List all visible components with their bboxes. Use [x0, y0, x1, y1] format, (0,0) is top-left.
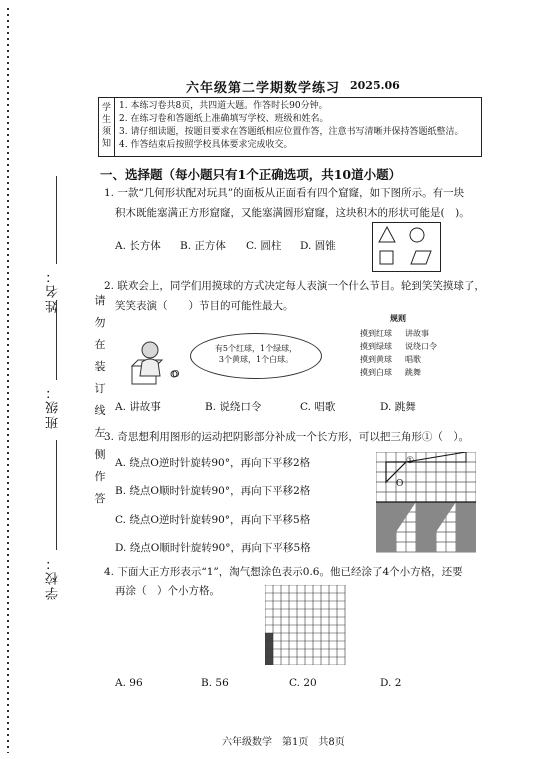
- page-footer: 六年级数学 第1页 共8页: [222, 737, 345, 748]
- hundred-grid: [265, 585, 347, 669]
- name-line: [56, 176, 57, 264]
- q2-line2: 笑笑表演（ ）节目的可能性最大。: [115, 300, 294, 312]
- notice-item: 2. 在练习卷和答题纸上准确填写学校、班级和姓名。: [119, 114, 329, 124]
- school-line: [56, 440, 57, 550]
- q3-option-c[interactable]: C. 绕点O逆时针旋转90°，再向下平移5格: [115, 514, 311, 526]
- thought-bubble: [190, 333, 322, 379]
- rotation-grid: [376, 452, 476, 558]
- q4-option-b[interactable]: B. 56: [201, 677, 229, 689]
- notice-item: 1. 本练习卷共8页，共四道大题。作答时长90分钟。: [119, 101, 328, 111]
- rule-green-condition: 摸到绿球: [360, 342, 392, 351]
- q1-line1: 1. 一款“几何形状配对玩具”的面板从正面看有四个窟窿，如下图所示。有一块: [104, 187, 465, 199]
- q2-option-d[interactable]: D. 跳舞: [380, 401, 416, 413]
- bubble-text: 有5个红球，1个绿球，: [214, 344, 298, 353]
- page-title: 六年级第二学期数学练习: [186, 81, 341, 96]
- q3-option-d[interactable]: D. 绕点O顺时针旋转90°，再向下平移5格: [115, 542, 311, 554]
- q4-option-a[interactable]: A. 96: [115, 677, 143, 689]
- seal-char: 请: [94, 294, 106, 307]
- rule-white-action: 跳舞: [405, 368, 421, 377]
- rules-title: 规则: [390, 313, 406, 323]
- parallelogram-hole: [411, 251, 431, 264]
- bubble-text: 3个黄球，1个白球。: [218, 355, 294, 364]
- seal-char: 线: [94, 404, 106, 417]
- q2-option-a[interactable]: A. 讲故事: [115, 401, 161, 413]
- notice-item: 3. 请仔细读题，按题目要求在答题纸相应位置作答，注意书写清晰并保持答题纸整洁。: [119, 127, 464, 137]
- triangle-hole: [379, 227, 395, 242]
- section-title: 一、选择题（每小题只有1个正确选项，共10道小题）: [100, 167, 402, 182]
- seal-warning: [94, 290, 106, 510]
- q2-line1: 2. 联欢会上，同学们用摸球的方式决定每人表演一个什么节目。轮到笑笑摸球了，: [104, 280, 485, 292]
- binding-dotted-line: [7, 6, 9, 753]
- q1-option-a[interactable]: A. 长方体: [115, 240, 161, 252]
- seal-char: 订: [94, 382, 106, 395]
- q1-line2: 积木既能塞满正方形窟窿，又能塞满圆形窟窿，这块积木的形状可能是( )。: [115, 207, 470, 219]
- triangle-mark: ①: [406, 456, 415, 466]
- q2-option-c[interactable]: C. 唱歌: [300, 401, 336, 413]
- point-o-label: O: [396, 479, 404, 489]
- rule-red-condition: 摸到红球: [360, 329, 392, 338]
- q2-option-b[interactable]: B. 说绕口令: [205, 401, 262, 413]
- q4-line2: 再涂（ ）个小方格。: [115, 585, 220, 597]
- class-line: [56, 300, 57, 380]
- seal-char: 答: [94, 492, 106, 505]
- q1-option-b[interactable]: B. 正方体: [180, 240, 226, 252]
- rule-yellow-condition: 摸到黄球: [360, 355, 392, 364]
- q4-line1: 4. 下面大正方形表示“1”，淘气想涂色表示0.6。他已经涂了4个小方格，还要: [104, 566, 463, 578]
- seal-char: 在: [94, 338, 106, 351]
- seal-char: 侧: [94, 448, 106, 461]
- student-illustration: [128, 340, 188, 388]
- rule-white-condition: 摸到白球: [360, 368, 392, 377]
- notice-heading: 学生须知: [99, 98, 115, 156]
- seal-char: 装: [94, 360, 106, 373]
- rule-green-action: 说绕口令: [405, 342, 437, 351]
- point-o-label: O: [172, 370, 180, 380]
- q3-option-b[interactable]: B. 绕点O顺时针旋转90°，再向下平移2格: [115, 485, 311, 497]
- q3-option-a[interactable]: A. 绕点O逆时针旋转90°，再向下平移2格: [115, 457, 311, 469]
- rule-red-action: 讲故事: [405, 329, 429, 338]
- school-label: 学校：: [46, 555, 61, 600]
- square-hole: [380, 251, 393, 264]
- name-label: 姓名：: [46, 268, 61, 313]
- q1-option-c[interactable]: C. 圆柱: [246, 240, 282, 252]
- q3-line1: 3. 奇思想利用图形的运动把阴影部分补成一个长方形，可以把三角形①（ ）。: [104, 431, 470, 443]
- seal-char: 左: [94, 426, 106, 439]
- rule-yellow-action: 唱歌: [405, 355, 421, 364]
- notice-box: [98, 97, 482, 157]
- exam-date: 2025.06: [350, 79, 400, 92]
- hole-panel: [372, 222, 441, 272]
- q4-option-d[interactable]: D. 2: [380, 677, 402, 689]
- notice-item: 4. 作答结束后按照学校具体要求完成收交。: [119, 140, 293, 150]
- q4-option-c[interactable]: C. 20: [289, 677, 317, 689]
- seal-char: 勿: [94, 316, 106, 329]
- class-label: 班级：: [46, 384, 61, 429]
- circle-hole: [410, 228, 424, 242]
- q1-option-d[interactable]: D. 圆锥: [300, 240, 336, 252]
- seal-char: 作: [94, 470, 106, 483]
